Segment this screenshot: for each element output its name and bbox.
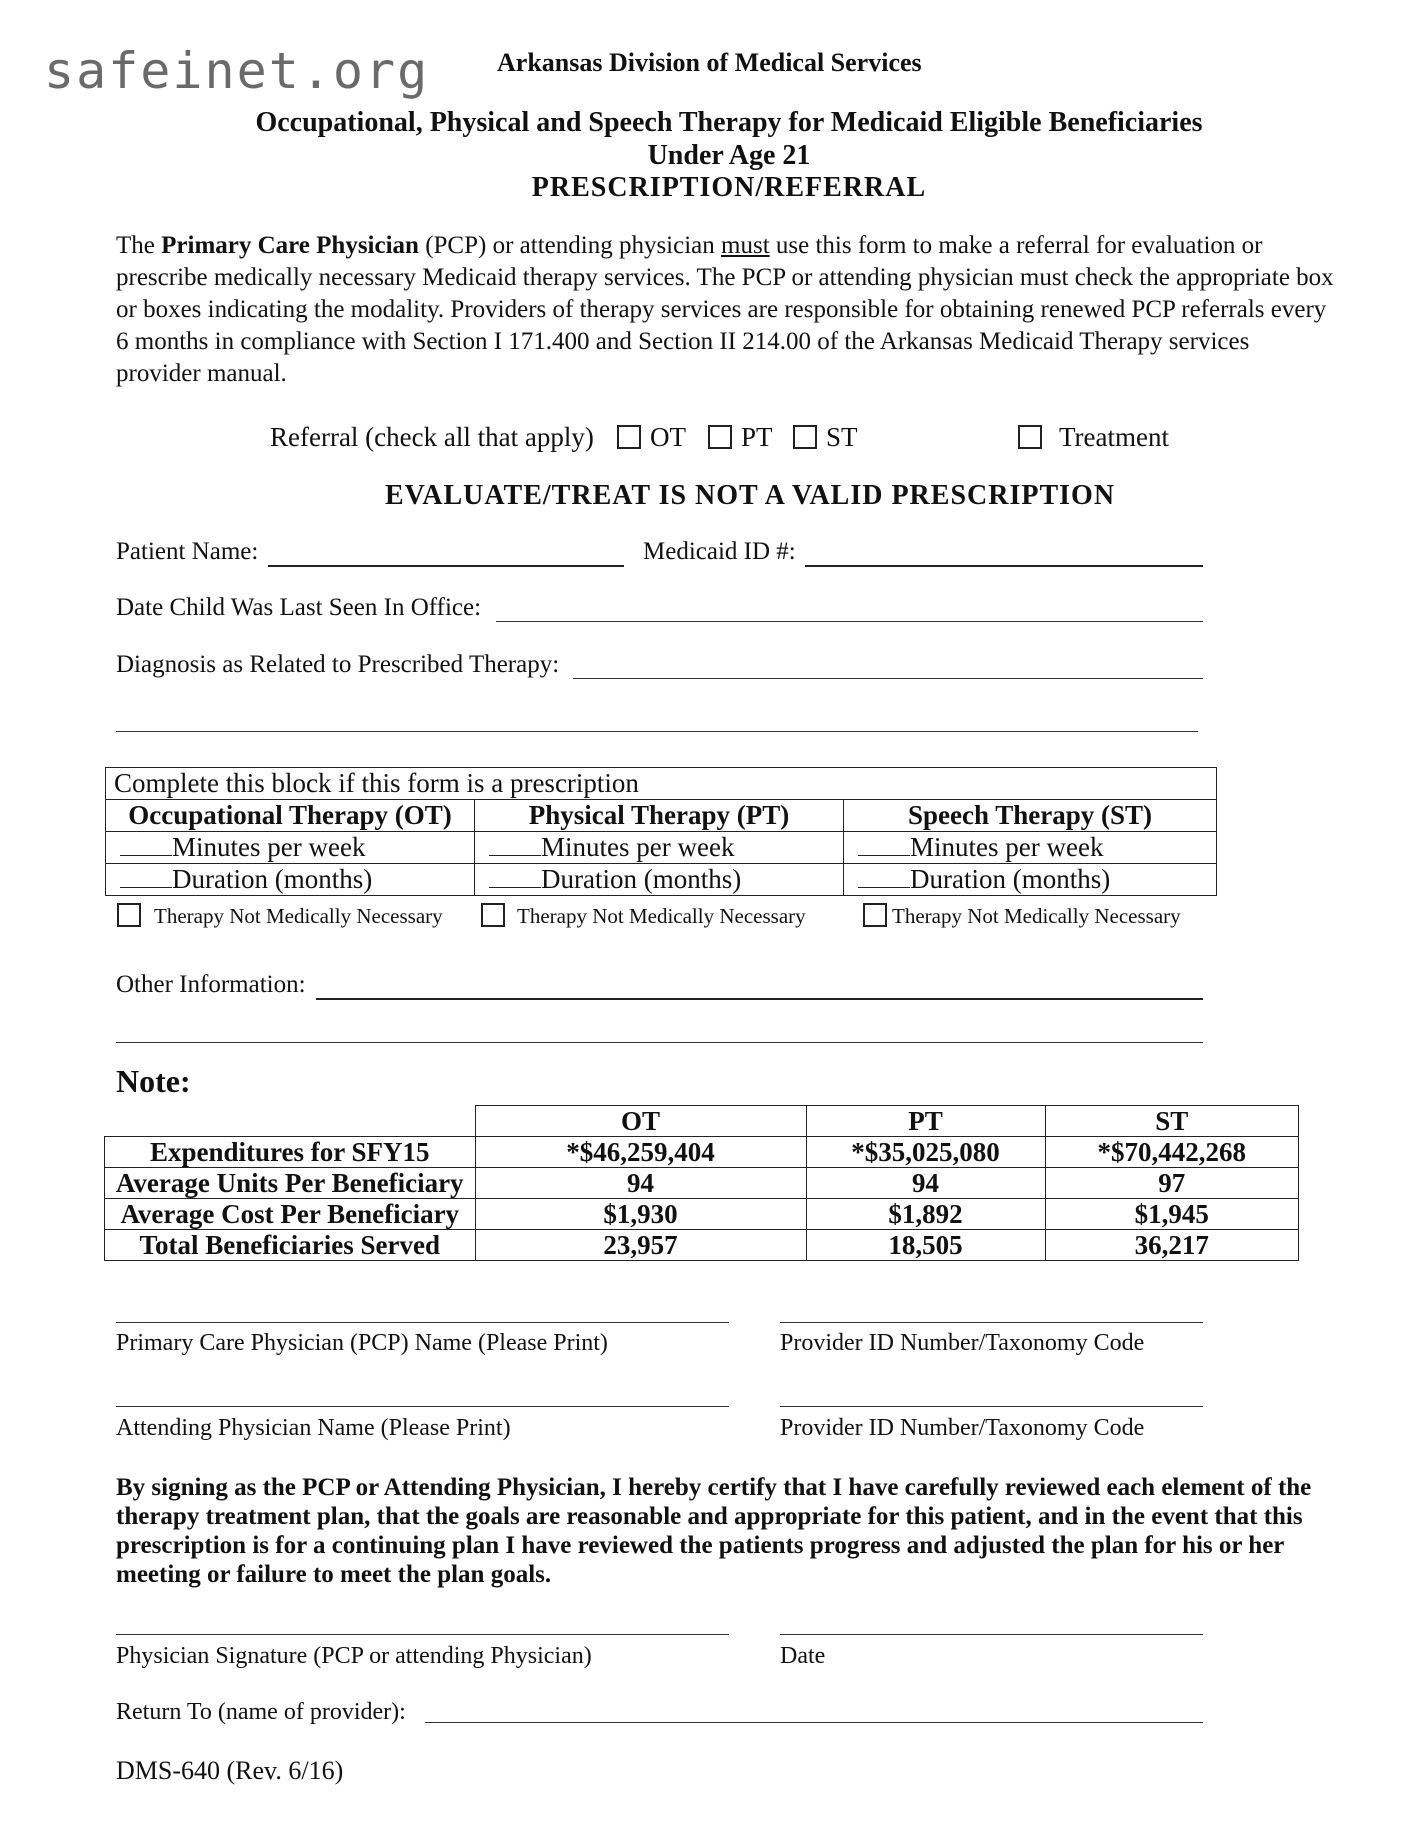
ot-duration-input[interactable] — [120, 867, 172, 888]
row-label: Average Units Per Beneficiary — [105, 1168, 476, 1199]
physician-signature-input[interactable] — [116, 1634, 729, 1635]
pt-checkbox[interactable] — [708, 425, 732, 449]
st-duration-cell[interactable]: Duration (months) — [844, 864, 1217, 896]
signature-date-input[interactable] — [780, 1634, 1203, 1635]
pt-not-necessary-checkbox[interactable] — [481, 903, 505, 927]
signature-date-label: Date — [780, 1643, 826, 1669]
cell-value: $1,892 — [806, 1199, 1045, 1230]
st-not-necessary-label: Therapy Not Medically Necessary — [892, 904, 1181, 928]
st-header: Speech Therapy (ST) — [844, 800, 1217, 832]
other-info-input[interactable] — [316, 998, 1203, 1000]
st-duration-input[interactable] — [858, 867, 910, 888]
form-number: DMS-640 (Rev. 6/16) — [116, 1756, 344, 1785]
pt-duration-cell[interactable]: Duration (months) — [475, 864, 844, 896]
diagnosis-label: Diagnosis as Related to Prescribed Therapy: — [116, 651, 560, 678]
pt-header: Physical Therapy (PT) — [475, 800, 844, 832]
cell-value: 23,957 — [475, 1230, 806, 1261]
cell-value: *$35,025,080 — [806, 1137, 1045, 1168]
table-row — [105, 1168, 1299, 1199]
row-label: Average Cost Per Beneficiary — [105, 1199, 476, 1230]
medicaid-id-label: Medicaid ID #: — [643, 538, 796, 565]
table-row — [105, 1199, 1299, 1230]
ot-not-necessary-label: Therapy Not Medically Necessary — [154, 904, 443, 928]
attending-name-label: Attending Physician Name (Please Print) — [116, 1415, 511, 1441]
cell-value: $1,945 — [1045, 1199, 1299, 1230]
treatment-label: Treatment — [1059, 422, 1169, 452]
watermark: safeinet.org — [44, 42, 430, 100]
pt-minutes-cell[interactable]: Minutes per week — [475, 832, 844, 864]
row-label: Total Beneficiaries Served — [105, 1230, 476, 1261]
cell-value: *$46,259,404 — [475, 1137, 806, 1168]
last-seen-input[interactable] — [496, 621, 1203, 622]
st-checkbox[interactable] — [793, 425, 817, 449]
pcp-name-label: Primary Care Physician (PCP) Name (Please Print) — [116, 1330, 608, 1356]
st-minutes-cell[interactable]: Minutes per week — [844, 832, 1217, 864]
pt-not-necessary-label: Therapy Not Medically Necessary — [517, 904, 806, 928]
provider-id-1-label: Provider ID Number/Taxonomy Code — [780, 1330, 1145, 1356]
provider-id-2-input[interactable] — [780, 1406, 1203, 1407]
pt-label: PT — [741, 422, 773, 452]
cell-value: 94 — [475, 1168, 806, 1199]
st-not-necessary-checkbox[interactable] — [863, 903, 887, 927]
form-type: PRESCRIPTION/REFERRAL — [531, 172, 927, 203]
ot-duration-cell[interactable]: Duration (months) — [106, 864, 475, 896]
invalid-prescription-warning: EVALUATE/TREAT IS NOT A VALID PRESCRIPTION — [385, 480, 1116, 511]
return-to-input[interactable] — [425, 1722, 1203, 1723]
pt-minutes-input[interactable] — [489, 835, 541, 856]
other-info-input-line2[interactable] — [116, 1042, 1203, 1043]
prescription-block — [105, 767, 1217, 896]
col-header-st: ST — [1045, 1106, 1299, 1137]
treatment-checkbox[interactable] — [1018, 425, 1042, 449]
other-info-label: Other Information: — [116, 971, 306, 998]
pt-duration-input[interactable] — [489, 867, 541, 888]
provider-id-1-input[interactable] — [780, 1322, 1203, 1323]
intro-bold: Primary Care Physician — [161, 232, 419, 259]
ot-minutes-input[interactable] — [120, 835, 172, 856]
ot-minutes-cell[interactable]: Minutes per week — [106, 832, 475, 864]
table-row — [105, 1137, 1299, 1168]
ot-label: OT — [650, 422, 686, 452]
certification-statement: By signing as the PCP or Attending Physician, I hereby certify that I have carefully reviewed each element of the therapy treatment plan, that the goals are reasonable and appropriate for this patient, and in the event that this prescription is for a continuing plan I have reviewed the patients progress and adjusted the plan for his or her meeting or failure to meet the plan goals. — [116, 1474, 1312, 1588]
return-to-label: Return To (name of provider): — [116, 1699, 406, 1725]
form-title: Occupational, Physical and Speech Therapy for Medicaid Eligible Beneficiaries — [255, 107, 1203, 138]
table-row — [105, 1230, 1299, 1261]
physician-signature-label: Physician Signature (PCP or attending Physician) — [116, 1643, 592, 1669]
cell-value: 36,217 — [1045, 1230, 1299, 1261]
medicaid-id-input[interactable] — [805, 565, 1203, 567]
patient-name-input[interactable] — [268, 565, 624, 567]
st-minutes-input[interactable] — [858, 835, 910, 856]
intro-underline: must — [721, 232, 770, 259]
cell-value: 94 — [806, 1168, 1045, 1199]
cell-value: *$70,442,268 — [1045, 1137, 1299, 1168]
form-subtitle: Under Age 21 — [647, 140, 811, 171]
cell-value: 97 — [1045, 1168, 1299, 1199]
provider-id-2-label: Provider ID Number/Taxonomy Code — [780, 1415, 1145, 1441]
stats-corner — [105, 1106, 476, 1137]
ot-header: Occupational Therapy (OT) — [106, 800, 475, 832]
diagnosis-input-line2[interactable] — [116, 731, 1198, 732]
row-label: Expenditures for SFY15 — [105, 1137, 476, 1168]
expenditure-table — [104, 1105, 1299, 1261]
cell-value: $1,930 — [475, 1199, 806, 1230]
last-seen-label: Date Child Was Last Seen In Office: — [116, 594, 482, 621]
patient-name-label: Patient Name: — [116, 538, 259, 565]
st-label: ST — [826, 422, 858, 452]
agency-name: Arkansas Division of Medical Services — [497, 48, 922, 77]
col-header-ot: OT — [475, 1106, 806, 1137]
ot-not-necessary-checkbox[interactable] — [117, 903, 141, 927]
note-label: Note: — [116, 1063, 191, 1099]
prescription-caption: Complete this block if this form is a prescription — [106, 768, 1217, 800]
intro-paragraph: The Primary Care Physician (PCP) or attending physician must use this form to make a referral for evaluation or prescribe medically necessary Medicaid therapy services. The PCP or attending physician must check the appropriate box or boxes indicating the modality. Providers of therapy services are responsible for obtaining renewed PCP referrals every 6 months in compliance with Section I 171.400 and Section II 214.00 of the Arkansas Medicaid Therapy services provider manual. — [116, 232, 1334, 387]
referral-label: Referral (check all that apply) — [270, 422, 594, 452]
ot-checkbox[interactable] — [617, 425, 641, 449]
col-header-pt: PT — [806, 1106, 1045, 1137]
pcp-name-input[interactable] — [116, 1322, 729, 1323]
cell-value: 18,505 — [806, 1230, 1045, 1261]
diagnosis-input[interactable] — [573, 678, 1203, 679]
attending-name-input[interactable] — [116, 1406, 729, 1407]
